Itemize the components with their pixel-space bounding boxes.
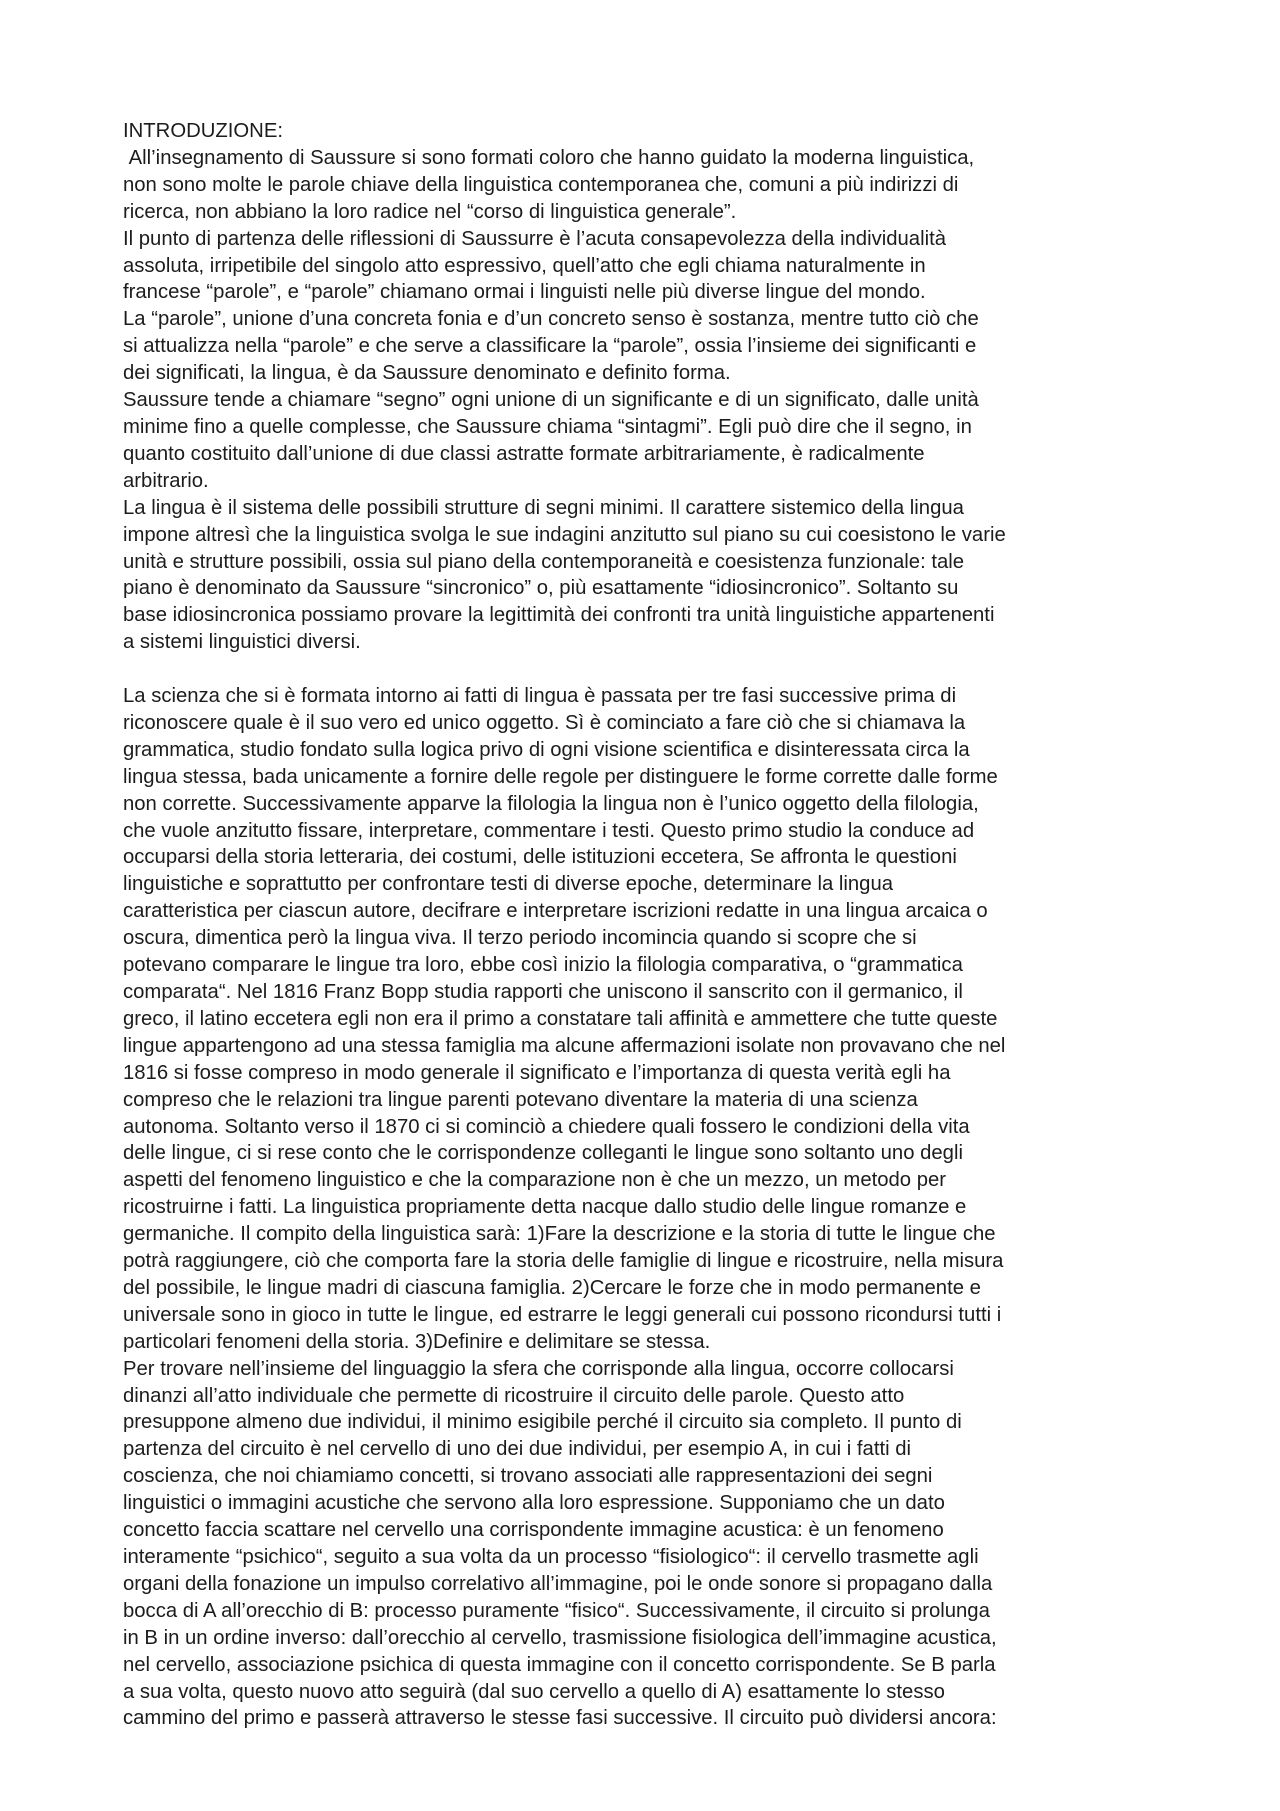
paragraph: La lingua è il sistema delle possibili strutture di segni minimi. Il carattere sistemico della lingua impone altresì che la linguistica svolga le sue indagini anzitutto sul piano su cui coesistono le varie unità e strutture possibili, ossia sul piano della contemporaneità e coesistenza funzionale: tale piano è denominato da Saussure “sincronico” o, più esattamente “idiosincronico”. Soltanto su base idiosincronica possiamo provare la legittimità dei confronti tra unità linguistiche appartenenti a sistemi linguistici diversi. (123, 496, 1006, 654)
paragraph: La scienza che si è formata intorno ai fatti di lingua è passata per tre fasi successive prima di riconoscere quale è il suo vero ed unico oggetto. Sì è cominciato a fare ciò che si chiamava la grammatica, studio fondato sulla logica privo di ogni visione scientifica e disinteressata circa la lingua stessa, bada unicamente a fornire delle regole per distinguere le forme corrette dalle forme non corrette. Successivamente apparve la filologia la lingua non è l’unico oggetto della filologia, che vuole anzitutto fissare, interpretare, commentare i testi. Questo primo studio la conduce ad occuparsi della storia letteraria, dei costumi, delle istituzioni eccetera, Se affronta le questioni linguistiche e soprattutto per confrontare testi di diverse epoche, determinare la lingua caratteristica per ciascun autore, decifrare e interpretare iscrizioni redatte in una lingua arcaica o oscura, dimentica però la lingua viva. Il terzo periodo incomincia quando si scopre che si potevano comparare le lingue tra loro, ebbe così inizio la filologia comparativa, o “grammatica comparata“. Nel 1816 Franz Bopp studia rapporti che uniscono il sanscrito con il germanico, il greco, il latino eccetera egli non era il primo a constatare tali affinità e ammettere che tutte queste lingue appartengono ad una stessa famiglia ma alcune affermazioni isolate non provavano che nel 1816 si fosse compreso in modo generale il significato e l’importanza di questa verità egli ha compreso che le relazioni tra lingue parenti potevano diventare la materia di una scienza autonoma. Soltanto verso il 1870 ci si cominciò a chiedere quali fossero le condizioni della vita delle lingue, ci si rese conto che le corrispondenze colleganti le lingue sono soltanto uno degli aspetti del fenomeno linguistico e che la comparazione non è che un mezzo, un metodo per ricostruirne i fatti. La linguistica propriamente detta nacque dallo studio delle lingue romanze e germaniche. Il compito della linguistica sarà: 1)Fare la descrizione e la storia di tutte le lingue che potrà raggiungere, ciò che comporta fare la storia delle famiglie di lingue e ricostruire, nella misura del possibile, le lingue madri di ciascuna famiglia. 2)Cercare le forze che in modo permanente e universale sono in gioco in tutte le lingue, ed estrarre le leggi generali cui possono ricondursi tutti i particolari fenomeni della storia. 3)Definire e delimitare se stessa. (123, 685, 1006, 1353)
paragraph: Il punto di partenza delle riflessioni di Saussurre è l’acuta consapevolezza della individualità assoluta, irripetibile del singolo atto espressivo, quell’atto che egli chiama naturalmente in francese “parole”, e “parole” chiamano ormai i linguisti nelle più diverse lingue del mondo. (123, 227, 947, 304)
paragraph: All’insegnamento di Saussure si sono formati coloro che hanno guidato la moderna linguistica, non sono molte le parole chiave della linguistica contemporanea che, comuni a più indirizzi di ricerca, non abbiano la loro radice nel “corso di linguistica generale”. (123, 146, 975, 223)
paragraph: Per trovare nell’insieme del linguaggio la sfera che corrisponde alla lingua, occorre collocarsi dinanzi all’atto individuale che permette di ricostruire il circuito delle parole. Questo atto presuppone almeno due individui, il minimo esigibile perché il circuito sia completo. Il punto di partenza del circuito è nel cervello di uno dei due individui, per esempio A, in cui i fatti di coscienza, che noi chiamiamo concetti, si trovano associati alle rappresentazioni dei segni linguistici o immagini acustiche che servono alla loro espressione. Supponiamo che un dato concetto faccia scattare nel cervello una corrispondente immagine acustica: è un fenomeno interamente “psichico“, seguito a sua volta da un processo “fisiologico“: il cervello trasmette agli organi della fonazione un impulso correlativo all’immagine, poi le onde sonore si propagano dalla bocca di A all’orecchio di B: processo puramente “fisico“. Successivamente, il circuito si prolunga in B in un ordine inverso: dall’orecchio al cervello, trasmissione fisiologica dell’immagine acustica, nel cervello, associazione psichica di questa immagine con il concetto corrispondente. Se B parla a sua volta, questo nuovo atto seguirà (dal suo cervello a quello di A) esattamente lo stesso cammino del primo e passerà attraverso le stesse fasi successive. Il circuito può dividersi ancora: (123, 1357, 997, 1730)
paragraph: La “parole”, unione d’una concreta fonia e d’un concreto senso è sostanza, mentre tutto ciò che si attualizza nella “parole” e che serve a classificare la “parole”, ossia l’insieme dei significanti e dei significati, la lingua, è da Saussure denominato e definito forma. (123, 308, 979, 385)
paragraph-spacer (123, 656, 1173, 683)
paragraph: Saussure tende a chiamare “segno” ogni unione di un significante e di un significato, dalle unità minime fino a quelle complesse, che Saussure chiama “sintagmi”. Egli può dire che il segno, in quanto costituito dall’unione di due classi astratte formate arbitrariamente, è radicalmente arbitrario. (123, 389, 979, 492)
section-heading: INTRODUZIONE: (123, 120, 283, 142)
document-page (123, 118, 1173, 1732)
